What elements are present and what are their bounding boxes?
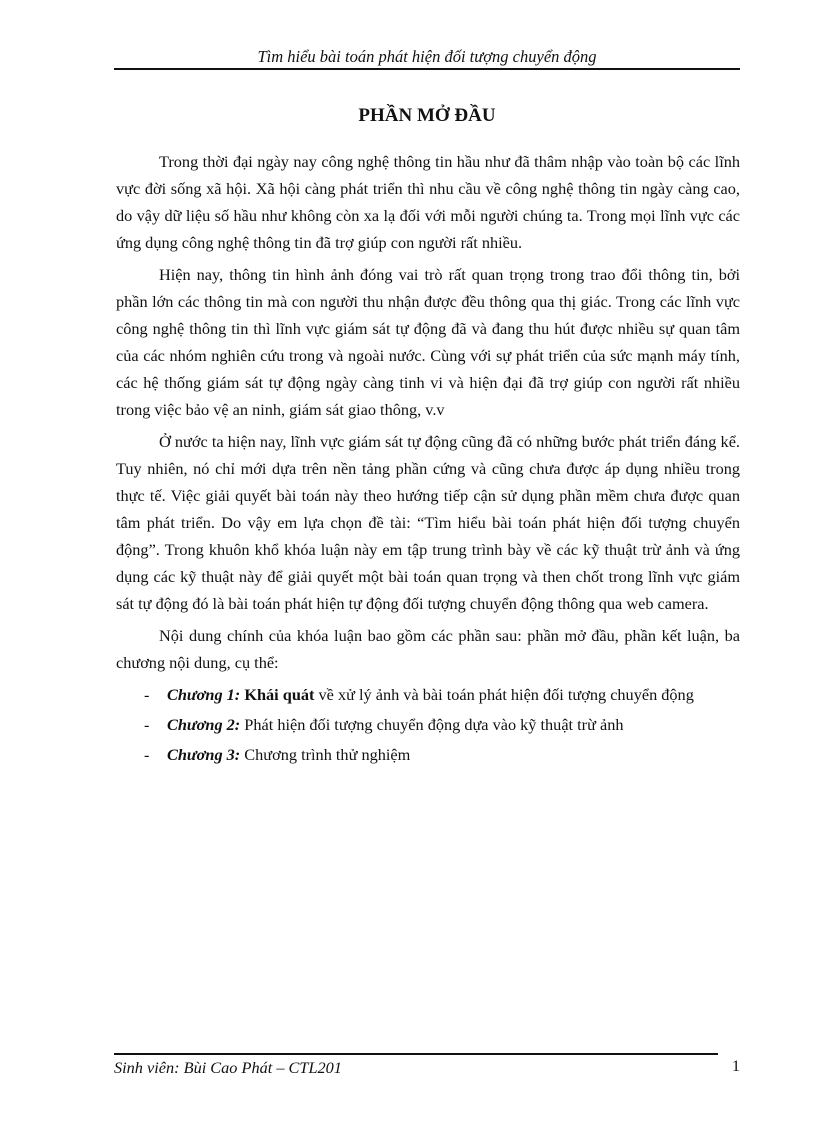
chapter-item <box>116 711 740 738</box>
chapter-text: về xử lý ảnh và bài toán phát hiện đối tượng chuyển động <box>314 685 694 704</box>
chapter-label: Chương 3: <box>167 745 241 764</box>
page-number: 1 <box>731 1056 740 1075</box>
section-title: PHẦN MỞ ĐẦU <box>358 105 496 126</box>
chapter-label: Chương 2: <box>167 715 241 734</box>
chapter-label: Chương 1: <box>167 685 241 704</box>
chapter-text: Phát hiện đối tượng chuyển động dựa vào kỹ thuật trừ ảnh <box>240 715 624 734</box>
chapter-list <box>116 681 740 768</box>
list-bullet: - <box>144 745 150 764</box>
chapter-strong-text: Khái quát <box>244 685 315 704</box>
footer-student: Sinh viên: Bùi Cao Phát – CTL201 <box>114 1058 342 1077</box>
header-rule <box>114 68 740 70</box>
paragraph: Nội dung chính của khóa luận bao gồm các phần sau: phần mở đầu, phần kết luận, ba chương nội dung, cụ thể: <box>116 626 740 672</box>
paragraph: Hiện nay, thông tin hình ảnh đóng vai trò rất quan trọng trong trao đổi thông tin, bởi phần lớn các thông tin mà con người thu nhận được đều thông qua thị giác. Trong các lĩnh vực công nghệ thông tin thì lĩnh vực giám sát tự động đã và đang thu hút được nhiều sự quan tâm của các nhóm nghiên cứu trong và ngoài nước. Cùng với sự phát triển của sức mạnh máy tính, các hệ thống giám sát tự động ngày càng tinh vi và hiện đại đã trợ giúp con người rất nhiều trong việc bảo vệ an ninh, giám sát giao thông, v.v <box>116 265 740 419</box>
list-bullet: - <box>144 715 150 734</box>
running-header: Tìm hiểu bài toán phát hiện đối tượng chuyển động <box>257 47 597 66</box>
body-text <box>116 148 740 771</box>
chapter-item <box>116 681 740 708</box>
list-bullet: - <box>144 685 150 704</box>
paragraph: Ở nước ta hiện nay, lĩnh vực giám sát tự động cũng đã có những bước phát triển đáng kể. Tuy nhiên, nó chỉ mới dựa trên nền tảng phần cứng và cũng chưa được áp dụng nhiều trong thực tế. Việc giải quyết bài toán này theo hướng tiếp cận sử dụng phần mềm chưa được quan tâm phát triển. Do vậy em lựa chọn đề tài: “Tìm hiểu bài toán phát hiện đối tượng chuyển động”. Trong khuôn khổ khóa luận này em tập trung trình bày về các kỹ thuật trừ ảnh và ứng dụng các kỹ thuật này để giải quyết một bài toán quan trọng và then chốt trong lĩnh vực giám sát tự động đó là bài toán phát hiện tự động đối tượng chuyển động thông qua web camera. <box>116 432 740 613</box>
paragraph: Trong thời đại ngày nay công nghệ thông tin hầu như đã thâm nhập vào toàn bộ các lĩnh vực đời sống xã hội. Xã hội càng phát triển thì nhu cầu về công nghệ thông tin ngày càng cao, do vậy dữ liệu số hầu như không còn xa lạ đối với mỗi người chúng ta. Trong mọi lĩnh vực các ứng dụng công nghệ thông tin đã trợ giúp con người rất nhiều. <box>116 152 740 252</box>
chapter-item <box>116 741 740 768</box>
chapter-text: Chương trình thử nghiệm <box>240 745 411 764</box>
footer-rule <box>114 1053 718 1055</box>
